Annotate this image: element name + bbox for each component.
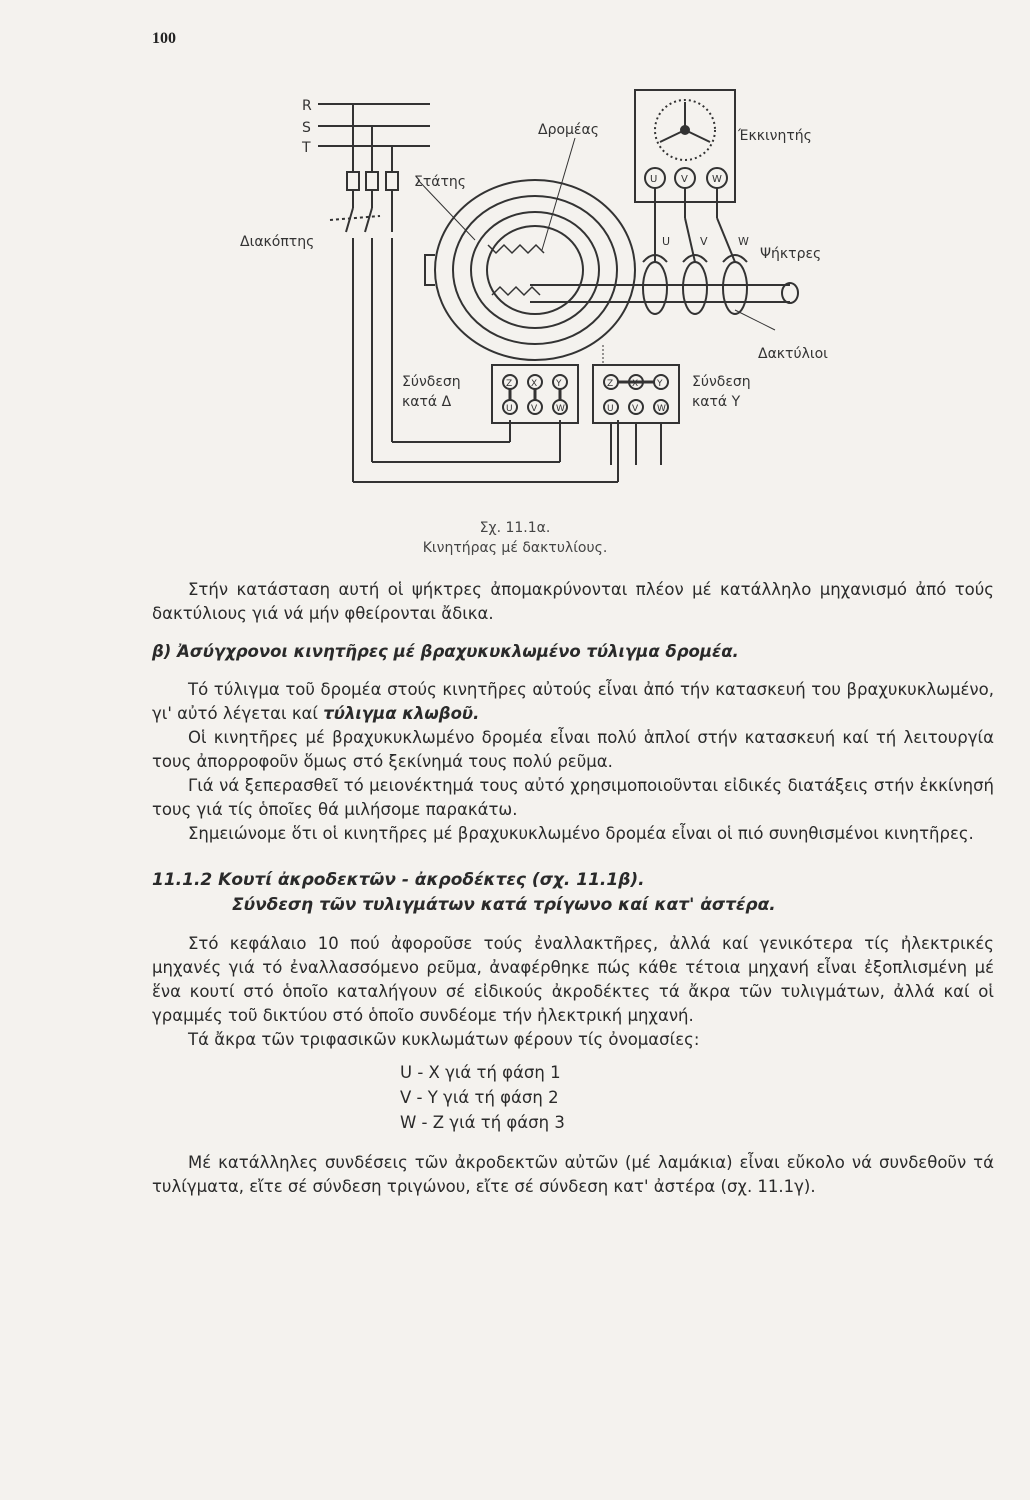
figure-caption-number: Σχ. 11.1α. <box>479 520 551 536</box>
star-z: Z <box>607 379 614 389</box>
label-starter: Έκκινητής <box>738 128 812 144</box>
star-u: U <box>607 404 614 414</box>
paragraph-2-text: Τό τύλιγμα τοῦ δρομέα στούς κινητῆρες αὐτούς εἶναι ἀπό τήν κατασκευή του βραχυκυκλωμένο, γι' αὐτό λέγεται καί <box>152 680 994 723</box>
label-brushes: Ψήκτρες <box>760 246 822 262</box>
switch-blade-1 <box>346 208 353 232</box>
paragraph-3: Οἱ κινητῆρες μέ βραχυκυκλωμένο δρομέα εἶναι πολύ ἁπλοί στήν κατασκευή καί τή λειτουργία τους ἀπορροφοῦν ὅμως στό ξεκίνημά τους πολύ ρεῦμα. <box>152 728 994 771</box>
label-s: S <box>302 120 311 136</box>
paragraph-4: Γιά νά ξεπερασθεῖ τό μειονέκτημά τους αὐτό χρησιμοποιοῦνται εἰδικές διατάξεις στήν ἐκκίνησή τους γιά τίς ὁποῖες θά μιλήσομε παρακάτω. <box>152 776 994 819</box>
paragraph-7: Τά ἄκρα τῶν τριφασικῶν κυκλωμάτων φέρουν τίς ὀνομασίες: <box>188 1030 700 1049</box>
fuse-2 <box>366 172 378 190</box>
paragraph-8: Μέ κατάλληλες συνδέσεις τῶν ἀκροδεκτῶν αὐτῶν (μέ λαμάκια) εἶναι εὔκολο νά συνδεθοῦν τά τυλίγματα, εἴτε σέ σύνδεση τριγώνου, εἴτε σέ σύνδεση κατ' ἀστέρα (σχ. 11.1γ). <box>152 1153 994 1196</box>
delta-y: Y <box>556 379 562 389</box>
motor-diagram <box>230 80 880 495</box>
slip-ring-2 <box>683 262 707 314</box>
ring-w-label: W <box>738 235 749 248</box>
delta-u: U <box>506 404 513 414</box>
star-v: V <box>632 404 639 414</box>
star-y: Y <box>657 379 663 389</box>
stator-outer <box>435 180 635 360</box>
ring-v-label: V <box>700 235 708 248</box>
fuse-3 <box>386 172 398 190</box>
rotor <box>471 212 599 328</box>
phase-item-1: U - X γιά τή φάση 1 <box>400 1063 561 1082</box>
section-heading <box>152 868 994 918</box>
subsection-heading: β) Ἀσύγχρονοι κινητῆρες μέ βραχυκυκλωμένο τύλιγμα δρομέα. <box>152 642 739 661</box>
star-w: W <box>657 404 666 414</box>
phase-item-3: W - Z γιά τή φάση 3 <box>400 1113 565 1132</box>
paragraph-2-term: τύλιγμα κλωβοῦ. <box>323 704 480 723</box>
section-heading-line-2: Σύνδεση τῶν τυλιγμάτων κατά τρίγωνο καί κατ' ἀστέρα. <box>232 895 776 915</box>
paragraph-1: Στήν κατάσταση αυτή οἱ ψήκτρες ἀπομακρύνονται πλέον μέ κατάλληλο μηχανισμό ἀπό τούς δακτύλιους γιά νά μήν φθείρονται ἄδικα. <box>152 580 994 623</box>
figure-caption-text: Κινητήρας μέ δακτυλίους. <box>422 540 608 556</box>
starter-w-label: W <box>712 174 722 185</box>
label-delta-1: Σύνδεση <box>402 374 461 390</box>
starter-v-label: V <box>681 174 688 185</box>
label-delta-2: κατά Δ <box>402 394 452 410</box>
motor-diagram-svg <box>230 80 880 495</box>
star-x: X <box>632 379 639 389</box>
phase-list <box>400 1060 994 1135</box>
section-heading-line-1: 11.1.2 Κουτί ἀκροδεκτῶν - ἀκροδέκτες (σχ. 11.1β). <box>152 870 645 890</box>
label-t: T <box>302 140 311 156</box>
paragraph-5: Σημειώνομε ὅτι οἱ κινητῆρες μέ βραχυκυκλωμένο δρομέα εἶναι οἱ πιό συνηθισμένοι κινητῆρες. <box>188 824 974 843</box>
switch-blade-2 <box>365 208 372 232</box>
label-stator: Στάτης <box>414 174 467 190</box>
starter-u-label: U <box>650 174 658 185</box>
body-text <box>152 578 994 1199</box>
label-rings: Δακτύλιοι <box>758 346 828 362</box>
paragraph-2 <box>152 678 994 726</box>
slip-ring-3 <box>723 262 747 314</box>
paragraph-6: Στό κεφάλαιο 10 πού ἀφοροῦσε τούς ἐναλλακτῆρες, ἀλλά καί γενικότερα τίς ἠλεκτρικές μηχανές γιά τό ἐναλλασσόμενο ρεῦμα, ἀναφέρθηκε πώς κάθε τέτοια μηχανή εἶναι ἐξοπλισμένη μέ ἕνα κουτί στό ὁποῖο καταλήγουν σέ εἰδικούς ἀκροδέκτες τά ἄκρα τῶν τυλιγμάτων, ἀλλά καί οἱ γραμμές τοῦ δικτύου στό ὁποῖο συνδέομε τήν ἠλεκτρική μηχανή. <box>152 934 994 1025</box>
phase-item-2: V - Y γιά τή φάση 2 <box>400 1088 559 1107</box>
delta-z: Z <box>506 379 513 389</box>
slip-ring-1 <box>643 262 667 314</box>
label-r: R <box>302 98 312 114</box>
label-switch: Διακόπτης <box>240 234 315 250</box>
delta-v: V <box>531 404 538 414</box>
fuse-1 <box>347 172 359 190</box>
ring-u-label: U <box>662 235 671 248</box>
delta-x: X <box>531 379 538 389</box>
delta-w: W <box>556 404 565 414</box>
label-star-1: Σύνδεση <box>692 374 751 390</box>
label-rotor: Δρομέας <box>538 122 599 138</box>
page-number: 100 <box>152 30 176 47</box>
label-star-2: κατά Υ <box>692 394 741 410</box>
